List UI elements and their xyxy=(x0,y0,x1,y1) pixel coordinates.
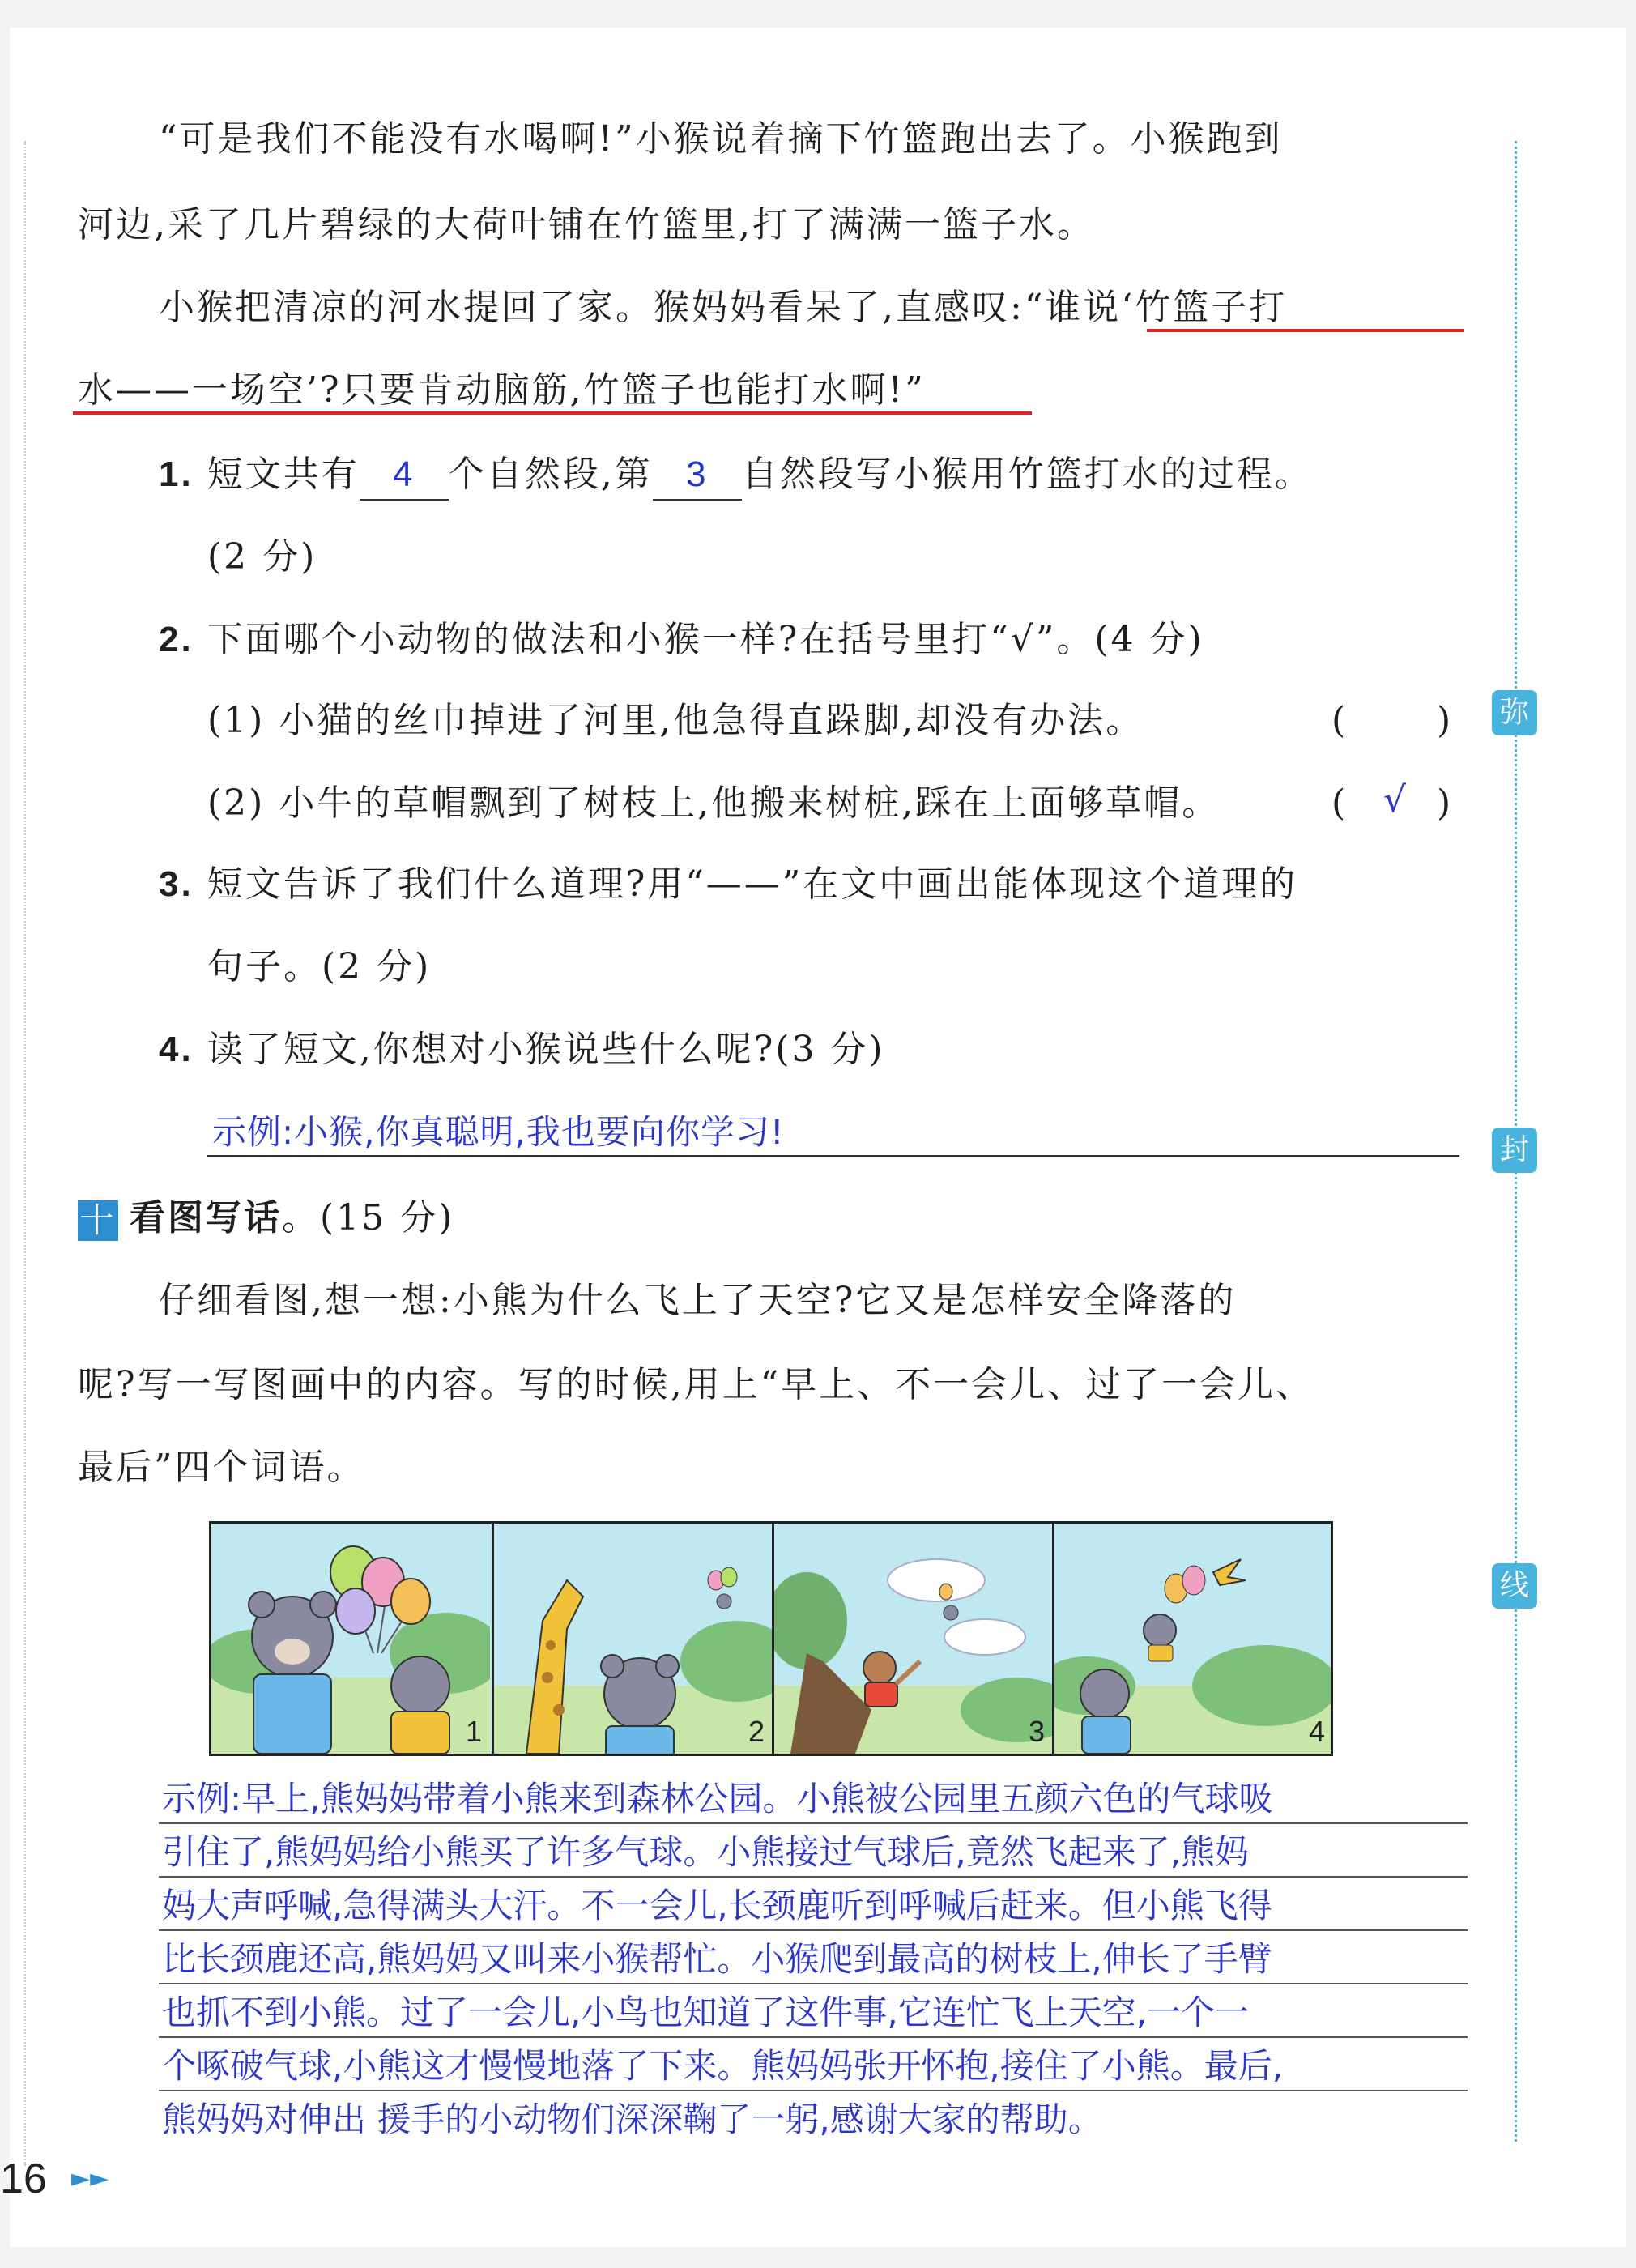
question-1-points: (2 分) xyxy=(207,536,317,578)
question-text: 读了短文,你想对小猴说些什么呢?(3 分) xyxy=(207,1029,885,1070)
panel-number: 3 xyxy=(1028,1715,1045,1748)
question-text: 下面哪个小动物的做法和小猴一样?在括号里打“√”。(4 分) xyxy=(207,619,1204,660)
comic-strip xyxy=(209,1521,1333,1756)
essay-rule xyxy=(159,1823,1468,1824)
question-number: 2. xyxy=(159,620,194,659)
red-underline-1 xyxy=(1147,329,1464,332)
essay-line: 比长颈鹿还高,熊妈妈又叫来小猴帮忙。小猴爬到最高的树枝上,伸长了手臂 xyxy=(162,1939,1272,1979)
question-text: 短文共有 xyxy=(207,454,360,495)
panel-2-illustration xyxy=(494,1524,773,1754)
panel-4-illustration xyxy=(1054,1524,1333,1754)
essay-rule xyxy=(159,1983,1468,1985)
comic-panel-1 xyxy=(211,1524,490,1754)
question-3 xyxy=(159,860,1297,909)
question-4 xyxy=(159,1025,885,1074)
passage-line-2: 河边,采了几片碧绿的大荷叶铺在竹篮里,打了满满一篮子水。 xyxy=(78,204,1095,245)
answer-blank-2[interactable]: 3 xyxy=(653,450,742,501)
question-1 xyxy=(159,450,1313,501)
option-1-paren-close: ) xyxy=(1437,700,1454,741)
essay-line: 熊妈妈对伸出 援手的小动物们深深鞠了一躬,感谢大家的帮助。 xyxy=(162,2100,1102,2139)
essay-rule xyxy=(159,2036,1468,2038)
passage-line-3 xyxy=(159,284,1287,332)
question-4-answer[interactable]: 示例:小猴,你真聪明,我也要向你学习! xyxy=(212,1112,785,1152)
answer-line xyxy=(207,1155,1459,1157)
question-number: 4. xyxy=(159,1030,194,1069)
red-underline-2 xyxy=(73,411,1032,415)
prompt-line-3: 最后”四个词语。 xyxy=(78,1447,365,1488)
essay-rule xyxy=(159,1929,1468,1931)
question-text: 个自然段,第 xyxy=(448,454,653,495)
option-2-checkmark[interactable]: √ xyxy=(1383,779,1409,821)
passage-text: 小猴把清凉的河水提回了家。猴妈妈看呆了,直感叹: xyxy=(159,287,1025,328)
key-sentence-part2: 水——一场空’?只要肯动脑筋,竹篮子也能打水啊!” xyxy=(78,369,926,411)
option-2-paren-close: ) xyxy=(1437,782,1454,824)
essay-rule xyxy=(159,1876,1468,1878)
comic-panel-2 xyxy=(492,1524,773,1754)
section-title: 看图写话 xyxy=(130,1197,282,1238)
panel-number: 1 xyxy=(465,1715,482,1748)
binding-label-mi: 弥 xyxy=(1492,690,1537,735)
section-points: 。(15 分) xyxy=(282,1197,455,1238)
left-margin-rule xyxy=(24,141,26,2166)
comic-panel-4 xyxy=(1052,1524,1333,1754)
key-sentence-part1: “谁说‘竹篮子打 xyxy=(1024,287,1288,328)
question-text: 自然段写小猴用竹篮打水的过程。 xyxy=(741,454,1313,495)
next-arrows-icon: ►► xyxy=(71,2164,109,2193)
binding-label-xian: 线 xyxy=(1492,1563,1537,1609)
comic-panel-3 xyxy=(772,1524,1053,1754)
section-number-badge: 十 xyxy=(78,1200,118,1241)
question-number: 3. xyxy=(159,864,194,904)
binding-label-feng: 封 xyxy=(1492,1128,1537,1173)
panel-number: 2 xyxy=(748,1715,765,1748)
essay-line: 妈大声呼喊,急得满头大汗。不一会儿,长颈鹿听到呼喊后赶来。但小熊飞得 xyxy=(162,1886,1272,1925)
essay-line: 个啄破气球,小熊这才慢慢地落了下来。熊妈妈张开怀抱,接住了小熊。最后, xyxy=(162,2046,1284,2086)
section-10-heading xyxy=(78,1194,454,1243)
page-number: 16 xyxy=(0,2155,47,2202)
essay-line: 引住了,熊妈妈给小熊买了许多气球。小熊接过气球后,竟然飞起来了,熊妈 xyxy=(162,1832,1250,1872)
prompt-line-2: 呢?写一写图画中的内容。写的时候,用上“早上、不一会儿、过了一会儿、 xyxy=(78,1364,1314,1405)
option-2-paren-open: ( xyxy=(1331,782,1348,824)
option-2: (2) 小牛的草帽飘到了树枝上,他搬来树桩,踩在上面够草帽。 xyxy=(207,782,1221,824)
panel-number: 4 xyxy=(1308,1715,1325,1748)
question-3-line-2: 句子。(2 分) xyxy=(207,946,432,987)
question-text: 短文告诉了我们什么道理?用“——”在文中画出能体现这个道理的 xyxy=(207,863,1298,905)
prompt-line-1: 仔细看图,想一想:小熊为什么飞上了天空?它又是怎样安全降落的 xyxy=(159,1280,1237,1321)
question-number: 1. xyxy=(159,454,194,494)
option-1: (1) 小猫的丝巾掉进了河里,他急得直跺脚,却没有办法。 xyxy=(207,700,1144,741)
panel-3-illustration xyxy=(774,1524,1053,1754)
question-2 xyxy=(159,616,1204,664)
essay-line: 也抓不到小熊。过了一会儿,小鸟也知道了这件事,它连忙飞上天空,一个一 xyxy=(162,1993,1250,2032)
panel-1-illustration xyxy=(211,1524,490,1754)
passage-line-1: “可是我们不能没有水喝啊!”小猴说着摘下竹篮跑出去了。小猴跑到 xyxy=(159,118,1283,160)
option-1-paren-open: ( xyxy=(1331,700,1348,741)
essay-line: 示例:早上,熊妈妈带着小熊来到森林公园。小熊被公园里五颜六色的气球吸 xyxy=(162,1779,1273,1818)
answer-blank-1[interactable]: 4 xyxy=(360,450,449,501)
essay-rule xyxy=(159,2090,1468,2091)
